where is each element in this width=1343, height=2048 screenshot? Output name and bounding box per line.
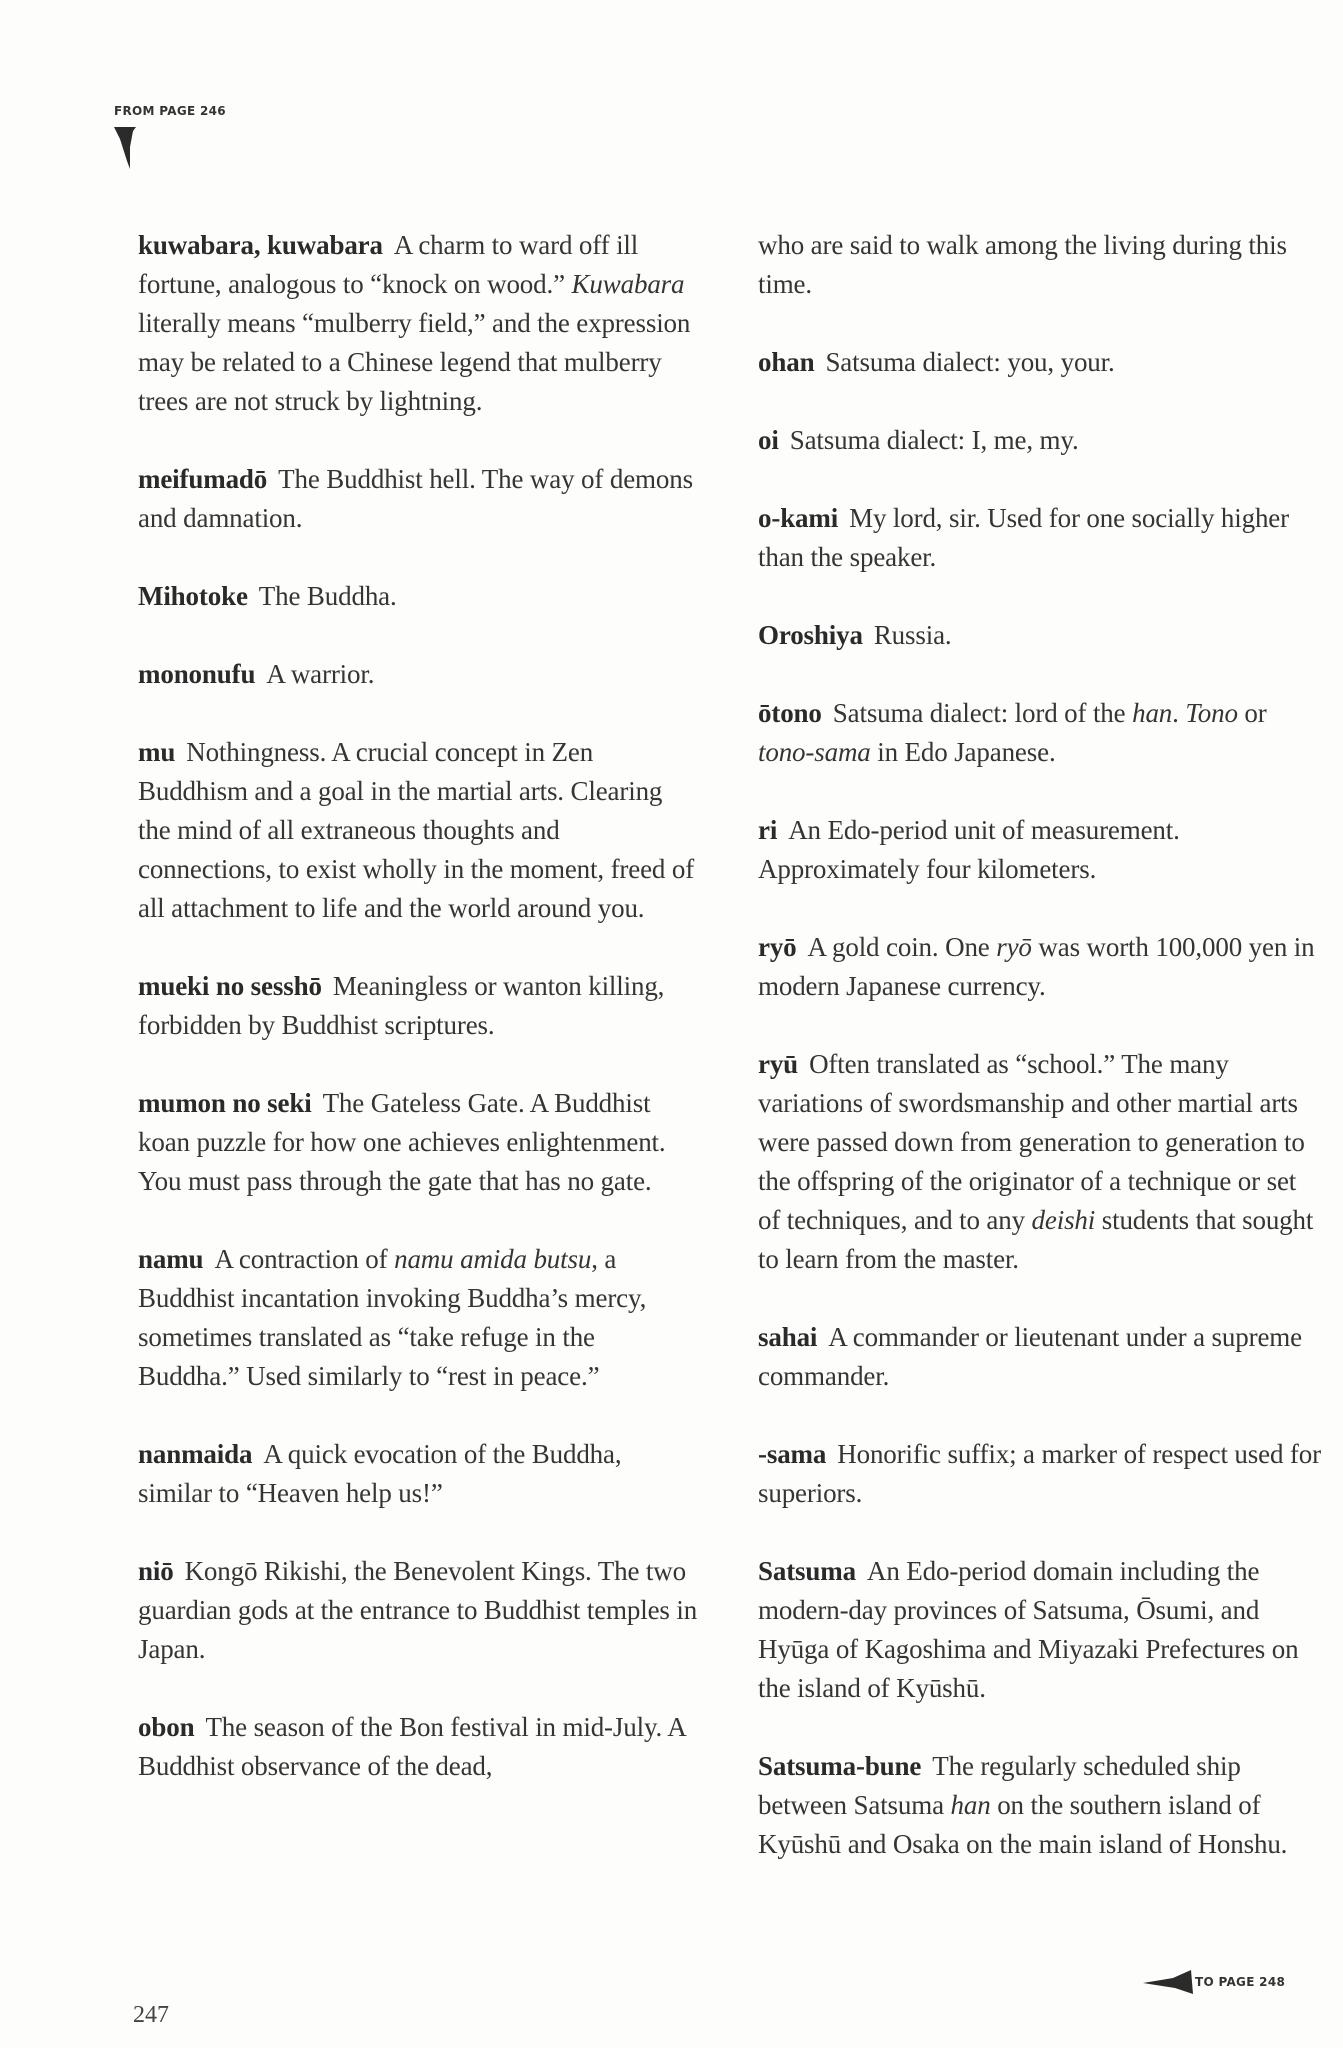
glossary-term: mumon no seki [138,1088,312,1118]
glossary-definition [758,230,1287,299]
definition-text: An Edo-period domain including the modern-day provinces of Satsuma, Ōsumi, and Hyūga of Kagoshima and Miyazaki Prefectures on the island of Kyūshū. [758,1556,1299,1703]
glossary-term: Oroshiya [758,620,863,650]
glossary-definition [758,815,1180,884]
glossary-term: namu [138,1244,204,1274]
glossary-entry-text [758,1552,1323,1708]
glossary-entry [138,460,698,538]
definition-text: A charm to ward off ill fortune, analogous to “knock on wood.” [138,230,639,299]
to-page-label: TO PAGE 248 [1195,1975,1286,1989]
definition-text: . [1172,698,1186,728]
definition-text: , a Buddhist incantation invoking Buddha’s mercy, sometimes translated as “take refuge in the Buddha.” Used similarly to “rest in peace.” [138,1244,647,1391]
glossary-entry [138,226,698,421]
definition-text: The Gateless Gate. A Buddhist koan puzzle for how one achieves enlightenment. You must pass through the gate that has no gate. [138,1088,666,1196]
glossary-entry-text [138,577,698,616]
glossary-entry-text [758,616,1323,655]
glossary-term: kuwabara, kuwabara [138,230,383,260]
glossary-entry [138,655,698,694]
from-page-marker [114,104,226,118]
definition-text: A contraction of [214,1244,395,1274]
glossary-term: Satsuma-bune [758,1751,922,1781]
glossary-entry-text [758,1318,1323,1396]
glossary-entry-text [758,811,1323,889]
italic-term: ryō [996,932,1032,962]
glossary-definition [259,581,397,611]
definition-text: A warrior. [266,659,375,689]
glossary-entry-text [138,1552,698,1669]
glossary-entry-text [138,655,698,694]
italic-term: Tono [1185,698,1238,728]
glossary-entry [138,967,698,1045]
glossary-column-left [138,226,698,1825]
glossary-definition [790,425,1079,455]
glossary-entry [138,1084,698,1201]
definition-text: My lord, sir. Used for one socially higher than the speaker. [758,503,1289,572]
definition-text: The season of the Bon festival in mid-July. A Buddhist observance of the dead, [138,1712,686,1781]
glossary-term: ri [758,815,778,845]
italic-term: tono-sama [758,737,871,767]
glossary-entry [758,1552,1323,1708]
glossary-definition [266,659,374,689]
glossary-term: Satsuma [758,1556,856,1586]
definition-text: A commander or lieutenant under a supreme commander. [758,1322,1302,1391]
left-wedge-icon [1143,1970,1193,1994]
glossary-definition [138,1712,685,1781]
glossary-term: ryō [758,932,797,962]
glossary-definition [758,698,1267,767]
italic-term: han [950,1790,991,1820]
definition-text: Often translated as “school.” The many variations of swordsmanship and other martial arts were passed down from generation to generation to the offspring of the originator of a technique or set of techniques, and to any [758,1049,1305,1235]
italic-term: namu amida butsu [394,1244,592,1274]
glossary-definition [758,932,1315,1001]
glossary-term: -sama [758,1439,827,1469]
definition-text: Russia. [873,620,952,650]
glossary-term: o-kami [758,503,839,533]
definition-text: Satsuma dialect: you, your. [825,347,1115,377]
to-page-marker [1143,1970,1285,1994]
definition-text: in Edo Japanese. [870,737,1056,767]
glossary-definition [758,1049,1313,1274]
glossary-entry [138,1552,698,1669]
glossary-entry [758,421,1323,460]
definition-text: The Buddha. [258,581,397,611]
glossary-term: nanmaida [138,1439,253,1469]
glossary-term: meifumadō [138,464,268,494]
glossary-definition [825,347,1114,377]
italic-term: Kuwabara [571,269,685,299]
definition-text: or [1237,698,1267,728]
definition-text: An Edo-period unit of measurement. Approximately four kilometers. [758,815,1180,884]
glossary-entry-text [758,928,1323,1006]
definition-text: The regularly scheduled ship between Satsuma [758,1751,1241,1820]
definition-text: was worth 100,000 yen in modern Japanese currency. [758,932,1315,1001]
glossary-entry-text [758,1747,1323,1864]
definition-text: A quick evocation of the Buddha, similar to “Heaven help us!” [138,1439,622,1508]
glossary-term: ohan [758,347,815,377]
definition-text: literally means “mulberry field,” and the expression may be related to a Chinese legend that mulberry trees are not struck by lightning. [138,308,691,416]
glossary-entry [758,1318,1323,1396]
glossary-entry [758,1045,1323,1279]
glossary-entry-text [138,733,698,928]
glossary-definition [138,1556,697,1664]
glossary-entry-text [758,343,1323,382]
glossary-definition [758,1322,1302,1391]
glossary-entry [138,1708,698,1786]
glossary-term: mu [138,737,176,767]
glossary-definition [138,737,694,923]
glossary-term: obon [138,1712,195,1742]
glossary-entry [138,1435,698,1513]
glossary-entry-text [758,1435,1323,1513]
glossary-entry-text [138,1240,698,1396]
definition-text: Satsuma dialect: I, me, my. [789,425,1079,455]
definition-text: Kongō Rikishi, the Benevolent Kings. The two guardian gods at the entrance to Buddhist temples in Japan. [138,1556,698,1664]
glossary-entry-text [138,967,698,1045]
glossary-entry [758,928,1323,1006]
glossary-entry [758,694,1323,772]
glossary-entry-text [138,226,698,421]
glossary-entry-text [138,1708,698,1786]
glossary-entry [758,811,1323,889]
glossary-entry [758,226,1323,304]
glossary-term: mononufu [138,659,256,689]
glossary-definition [758,1439,1321,1508]
definition-text: Nothingness. A crucial concept in Zen Buddhism and a goal in the martial arts. Clearing the mind of all extraneous thoughts and connections, to exist wholly in the moment, freed of all attachment to life and the world around you. [138,737,695,923]
glossary-entry-text [758,499,1323,577]
glossary-column-right [758,226,1323,1903]
definition-text: The Buddhist hell. The way of demons and damnation. [138,464,693,533]
glossary-entry [138,1240,698,1396]
glossary-entry-text [138,1084,698,1201]
glossary-entry-text [138,460,698,538]
glossary-term: ōtono [758,698,822,728]
glossary-entry-text [758,421,1323,460]
glossary-entry [758,343,1323,382]
italic-term: deishi [1031,1205,1096,1235]
definition-text: Satsuma dialect: lord of the [832,698,1133,728]
glossary-entry [138,733,698,928]
glossary-entry [758,1747,1323,1864]
page-number: 247 [133,2002,169,2028]
definition-text: who are said to walk among the living during this time. [758,230,1287,299]
definition-text: Meaningless or wanton killing, forbidden by Buddhist scriptures. [138,971,665,1040]
glossary-term: sahai [758,1322,818,1352]
glossary-entry [758,616,1323,655]
from-page-label: FROM PAGE 246 [114,104,226,118]
glossary-term: ryū [758,1049,799,1079]
glossary-entry-text [758,694,1323,772]
definition-text: A gold coin. One [807,932,997,962]
italic-term: han [1132,698,1173,728]
glossary-term: oi [758,425,779,455]
definition-text: on the southern island of Kyūshū and Osaka on the main island of Honshu. [758,1790,1288,1859]
down-wedge-icon [114,127,136,169]
definition-text: students that sought to learn from the master. [758,1205,1314,1274]
glossary-entry-text [758,1045,1323,1279]
glossary-term: Mihotoke [138,581,248,611]
glossary-term: niō [138,1556,174,1586]
glossary-entry [138,577,698,616]
glossary-definition [874,620,952,650]
glossary-entry [758,499,1323,577]
glossary-definition [138,1244,646,1391]
glossary-entry-text [138,1435,698,1513]
glossary-entry-text [758,226,1323,304]
glossary-term: mueki no sesshō [138,971,322,1001]
definition-text: Honorific suffix; a marker of respect used for superiors. [758,1439,1321,1508]
glossary-entry [758,1435,1323,1513]
